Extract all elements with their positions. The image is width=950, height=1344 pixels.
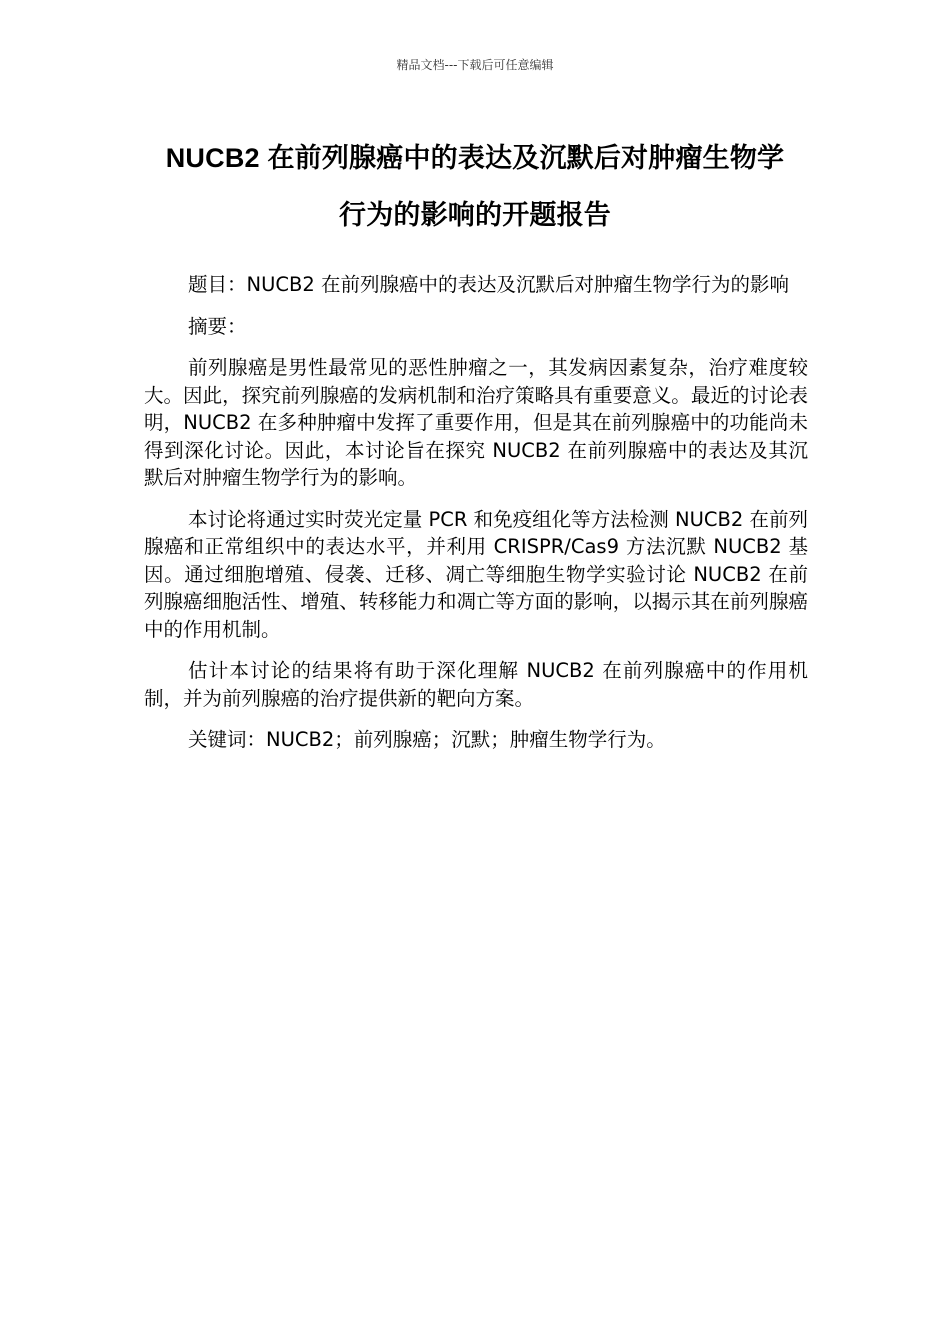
keywords-text: NUCB2；前列腺癌；沉默；肿瘤生物学行为。 xyxy=(266,728,666,751)
topic-paragraph xyxy=(144,271,808,299)
document-body xyxy=(144,271,808,768)
title-line-1: NUCB2 在前列腺癌中的表达及沉默后对肿瘤生物学 xyxy=(165,143,785,173)
abstract-paragraph-2: 本讨论将通过实时荧光定量 PCR 和免疫组化等方法检测 NUCB2 在前列腺癌和正常组织中的表达水平，并利用 CRISPR/Cas9 方法沉默 NUCB2 基因。通过细胞增殖、侵袭、迁移、凋亡等细胞生物学实验讨论 NUCB2 在前列腺癌细胞活性、增殖、转移能力和凋亡等方面的影响，以揭示其在前列腺癌中的作用机制。 xyxy=(144,507,808,641)
topic-label: 题目： xyxy=(188,273,247,296)
abstract-paragraph-3: 估计本讨论的结果将有助于深化理解 NUCB2 在前列腺癌中的作用机制，并为前列腺癌的治疗提供新的靶向方案。 xyxy=(144,659,808,710)
page-header: 精品文档---下载后可任意编辑 xyxy=(396,58,554,72)
document-title xyxy=(140,130,810,244)
keywords-label: 关键词： xyxy=(188,728,267,751)
abstract-paragraph-1: 前列腺癌是男性最常见的恶性肿瘤之一，其发病因素复杂，治疗难度较大。因此，探究前列腺癌的发病机制和治疗策略具有重要意义。最近的讨论表明，NUCB2 在多种肿瘤中发挥了重要作用，但是其在前列腺癌中的功能尚未得到深化讨论。因此，本讨论旨在探究 NUCB2 在前列腺癌中的表达及其沉默后对肿瘤生物学行为的影响。 xyxy=(144,356,808,489)
topic-text: NUCB2 在前列腺癌中的表达及沉默后对肿瘤生物学行为的影响 xyxy=(246,273,789,296)
abstract-label: 摘要： xyxy=(188,314,247,338)
keywords-paragraph xyxy=(144,726,808,754)
title-line-2: 行为的影响的开题报告 xyxy=(339,200,611,230)
